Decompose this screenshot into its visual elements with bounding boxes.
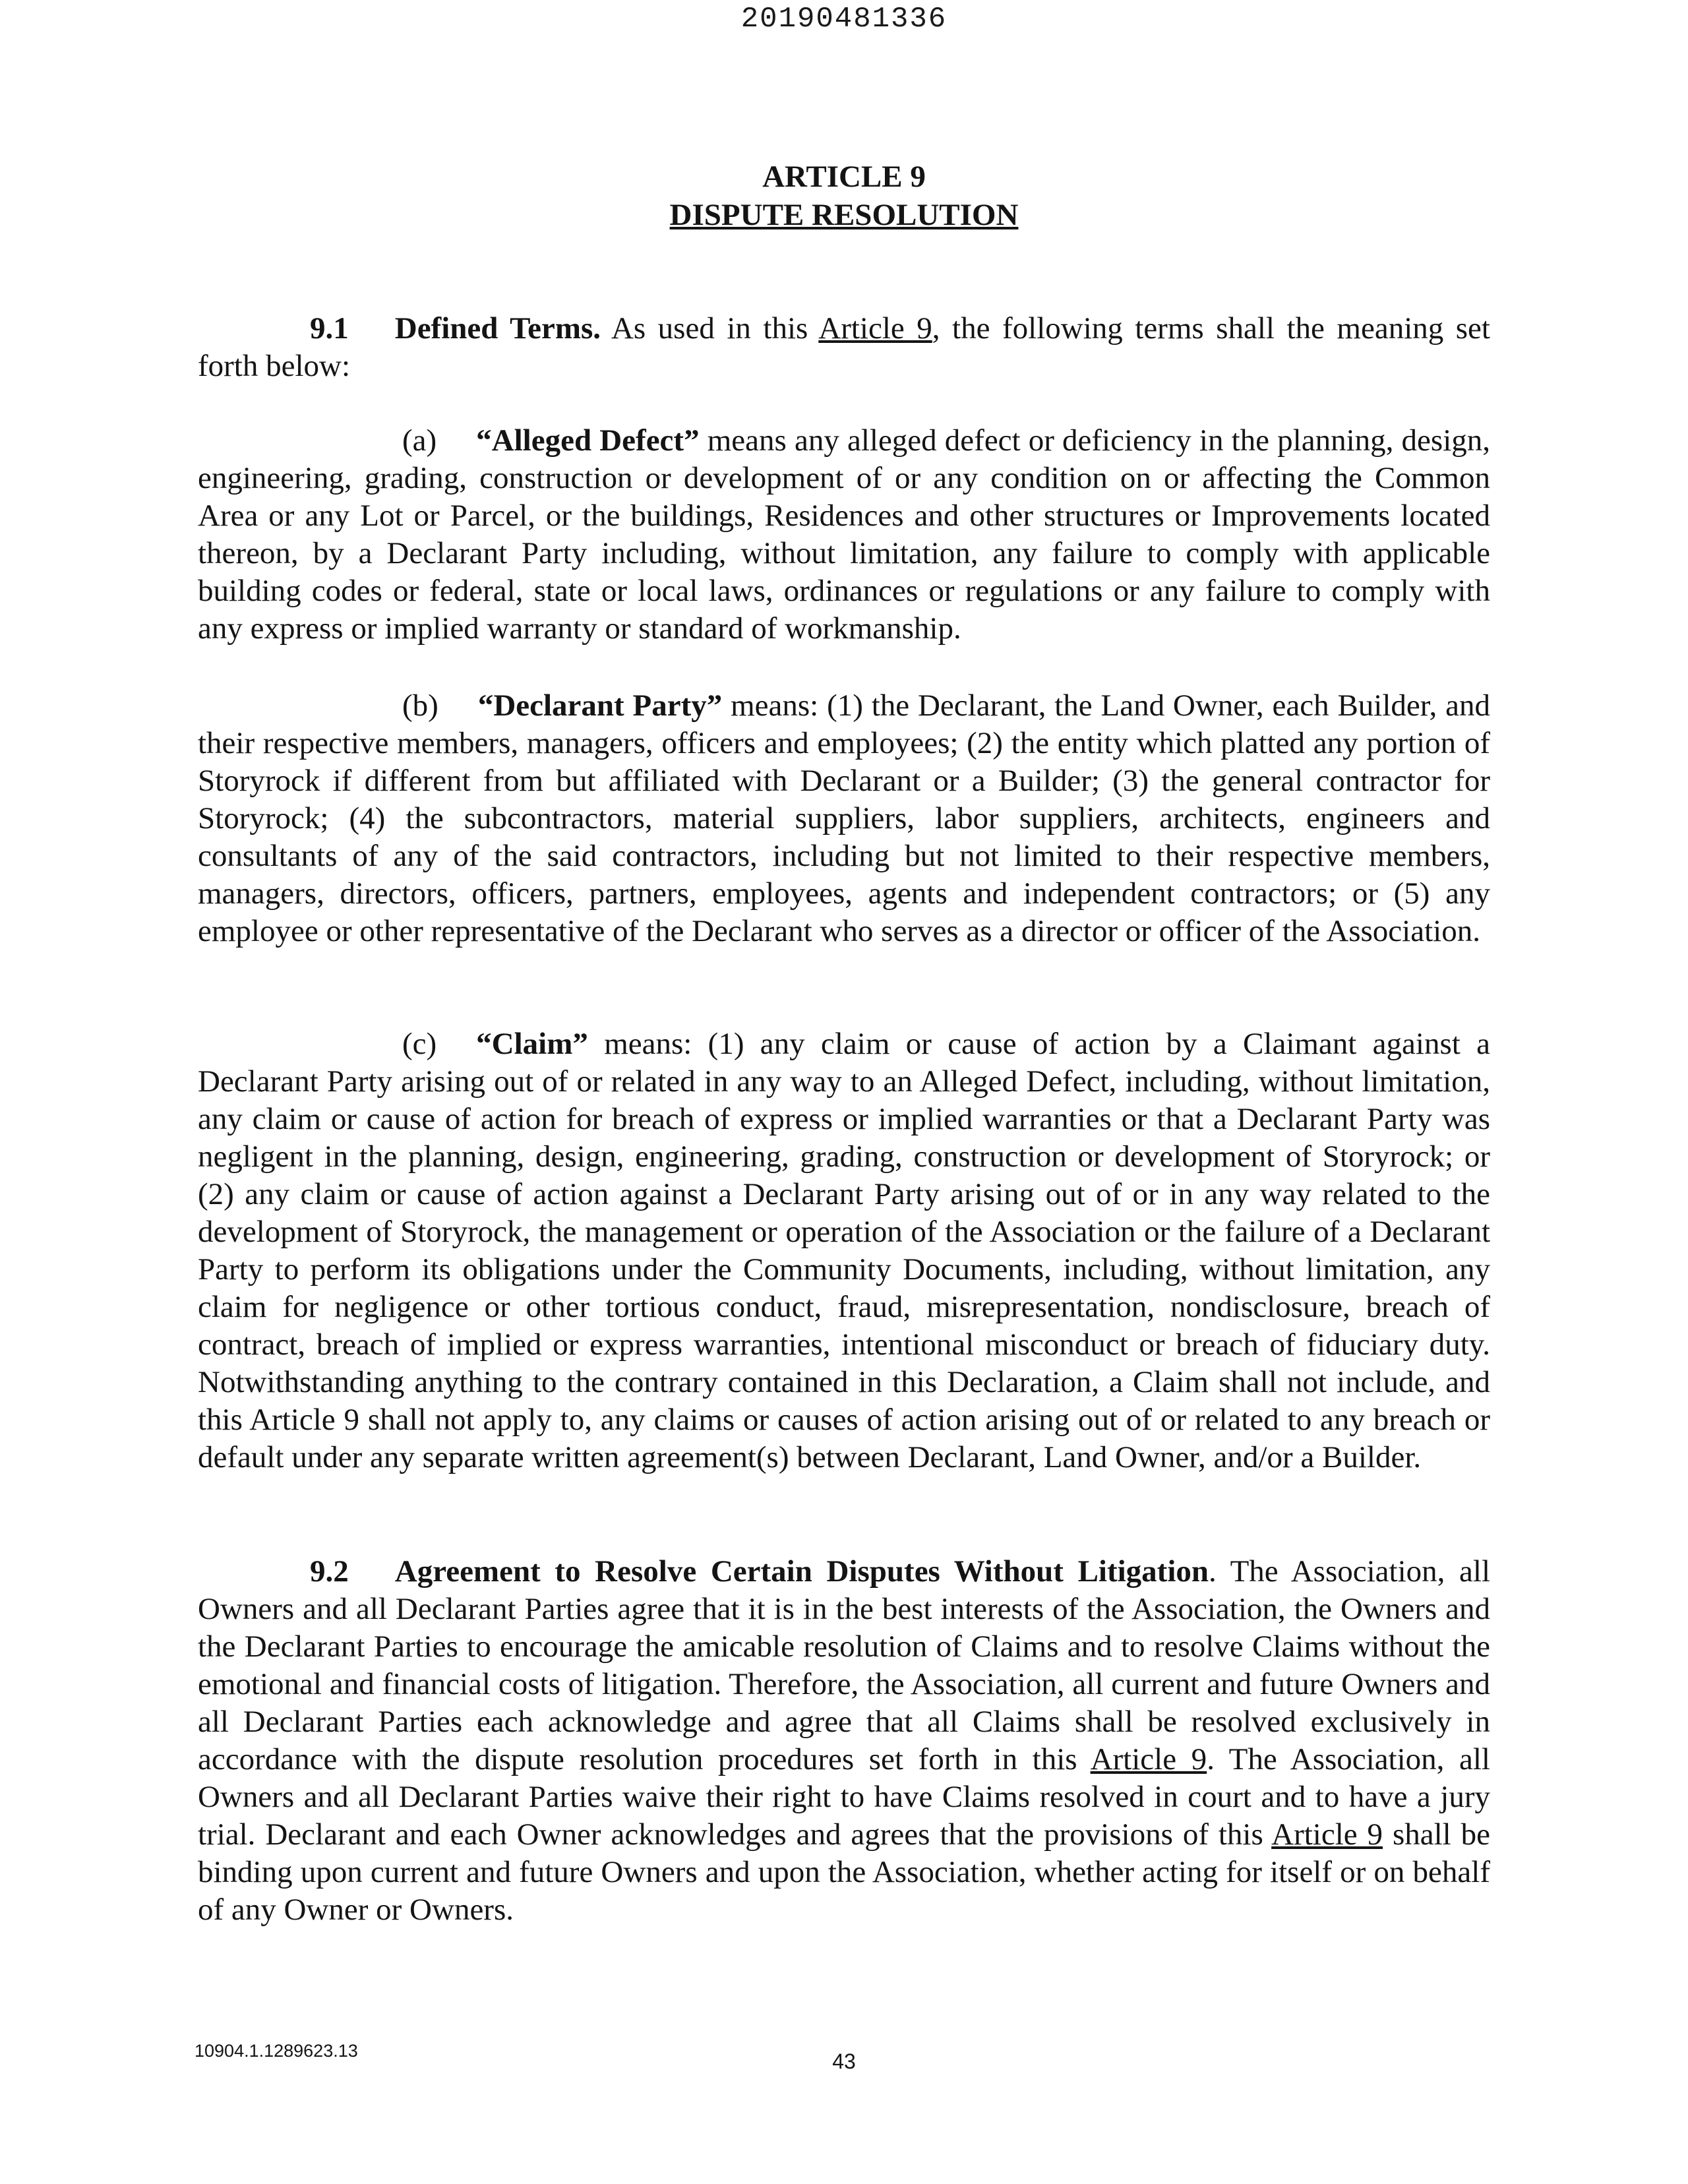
definition-declarant-party — [198, 687, 1490, 950]
section-9-1 — [198, 310, 1490, 385]
section-text: . The Association, all Owners and all Declarant Parties waive their right to have Claims resolved in court and to have a jury trial. Declarant and each Owner acknowledges and agrees that the provisions of this — [198, 1742, 1490, 1852]
definition-claim — [198, 1025, 1490, 1476]
section-heading: Defined Terms. — [394, 311, 601, 346]
article-reference: Article 9 — [1271, 1817, 1383, 1852]
article-title: ARTICLE 9 — [762, 160, 926, 194]
section-number: 9.2 — [310, 1554, 349, 1589]
definition-label: (a) — [402, 423, 437, 458]
article-subtitle: DISPUTE RESOLUTION — [669, 198, 1019, 232]
definition-term: “Declarant Party” — [477, 688, 723, 723]
article-reference: Article 9 — [818, 311, 932, 346]
definition-body: means any alleged defect or deficiency in the planning, design, engineering, grading, construction or development of or any condition on or affecting the Common Area or any Lot or Parcel, or the buildings, Residences and other structures or Improvements located thereon, by a Declarant Party including, without limitation, any failure to comply with applicable building codes or federal, state or local laws, ordinances or regulations or any failure to comply with any express or implied warranty or standard of workmanship. — [198, 423, 1491, 646]
section-heading: Agreement to Resolve Certain Disputes Without Litigation — [394, 1554, 1209, 1589]
definition-alleged-defect — [198, 422, 1490, 648]
definition-term: “Alleged Defect” — [476, 423, 700, 458]
section-number: 9.1 — [310, 311, 349, 346]
section-text: shall be binding upon current and future Owners and upon the Association, whether acting for itself or on behalf of any Owner or Owners. — [198, 1817, 1490, 1927]
section-text: . The Association, all Owners and all Declarant Parties agree that it is in the best interests of the Association, the Owners and the Declarant Parties to encourage the amicable resolution of Claims and to resolve Claims without the emotional and financial costs of litigation. Therefore, the Association, all current and future Owners and all Declarant Parties each acknowledge and agree that all Claims shall be resolved exclusively in accordance with the dispute resolution procedures set forth in this — [198, 1554, 1490, 1776]
document-number: 20190481336 — [740, 3, 948, 36]
section-9-2 — [198, 1553, 1490, 1929]
section-text: , the following terms shall the meaning set forth below: — [198, 311, 1490, 383]
definition-body: means: (1) the Declarant, the Land Owner, each Builder, and their respective members, managers, officers and employees; (2) the entity which platted any portion of Storyrock if different from but affiliated with Declarant or a Builder; (3) the general contractor for Storyrock; (4) the subcontractors, material suppliers, labor suppliers, architects, engineers and consultants of any of the said contractors, including but not limited to their respective members, managers, directors, officers, partners, employees, agents and independent contractors; or (5) any employee or other representative of the Declarant who serves as a director or officer of the Association. — [198, 688, 1490, 948]
page-number: 43 — [832, 2049, 856, 2073]
definition-label: (c) — [402, 1027, 437, 1061]
section-text: As used in this — [611, 311, 808, 346]
footer-document-id: 10904.1.1289623.13 — [195, 2041, 358, 2061]
definition-body: means: (1) any claim or cause of action by a Claimant against a Declarant Party arising out of or related in any way to an Alleged Defect, including, without limitation, any claim or cause of action for breach of express or implied warranties or that a Declarant Party was negligent in the planning, design, engineering, grading, construction or development of Storyrock; or (2) any claim or cause of action against a Declarant Party arising out of or in any way related to the development of Storyrock, the management or operation of the Association or the failure of a Declarant Party to perform its obligations under the Community Documents, including, without limitation, any claim for negligence or other tortious conduct, fraud, misrepresentation, nondisclosure, breach of contract, breach of implied or express warranties, intentional misconduct or breach of fiduciary duty. Notwithstanding anything to the contrary contained in this Declaration, a Claim shall not include, and this Article 9 shall not apply to, any claims or causes of action arising out of or related to any breach or default under any separate written agreement(s) between Declarant, Land Owner, and/or a Builder. — [198, 1027, 1490, 1474]
definition-label: (b) — [402, 688, 438, 723]
article-reference: Article 9 — [1090, 1742, 1207, 1776]
definition-term: “Claim” — [476, 1027, 588, 1061]
